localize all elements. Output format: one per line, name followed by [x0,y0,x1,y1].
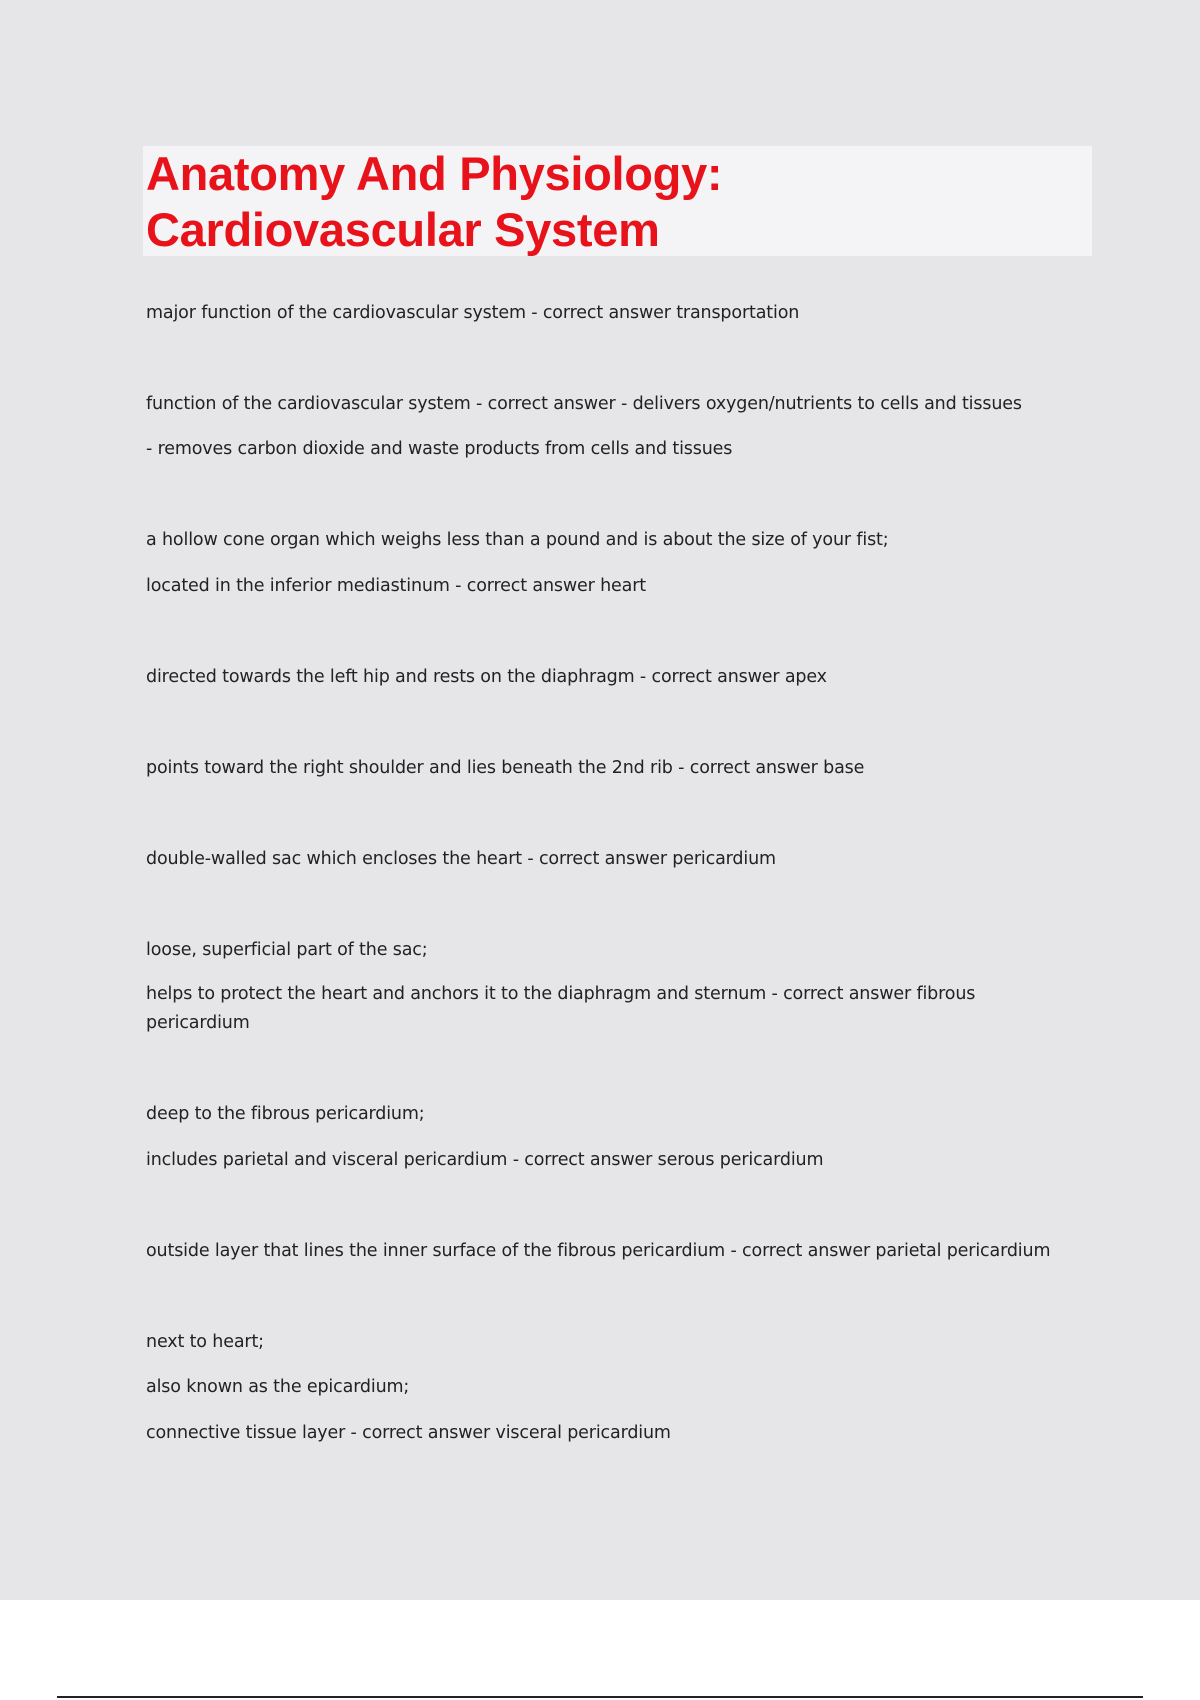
qa-line: also known as the epicardium; [146,1377,410,1397]
qa-line: deep to the fibrous pericardium; [146,1104,425,1124]
qa-line: helps to protect the heart and anchors it to the diaphragm and sternum - correct answer fibrous [146,984,976,1004]
qa-line: located in the inferior mediastinum - correct answer heart [146,576,646,596]
title-box [143,146,1092,256]
qa-line: loose, superficial part of the sac; [146,940,428,960]
document-title-line-2: Cardiovascular System [146,203,660,256]
document-title-line-1: Anatomy And Physiology: [146,147,723,200]
qa-line: next to heart; [146,1332,264,1352]
footer-divider [57,1696,1143,1698]
qa-line: function of the cardiovascular system - correct answer - delivers oxygen/nutrients to cells and tissues [146,394,1022,414]
qa-line: pericardium [146,1013,250,1033]
qa-line: directed towards the left hip and rests on the diaphragm - correct answer apex [146,667,827,687]
qa-line: a hollow cone organ which weighs less than a pound and is about the size of your fist; [146,530,889,550]
qa-line: major function of the cardiovascular system - correct answer transportation [146,303,800,323]
qa-line: points toward the right shoulder and lies beneath the 2nd rib - correct answer base [146,758,865,778]
qa-line: includes parietal and visceral pericardium - correct answer serous pericardium [146,1150,824,1170]
qa-line: connective tissue layer - correct answer visceral pericardium [146,1423,671,1443]
qa-line: - removes carbon dioxide and waste products from cells and tissues [146,439,733,459]
qa-line: double-walled sac which encloses the heart - correct answer pericardium [146,849,776,869]
qa-line: outside layer that lines the inner surface of the fibrous pericardium - correct answer parietal pericardium [146,1241,1051,1261]
